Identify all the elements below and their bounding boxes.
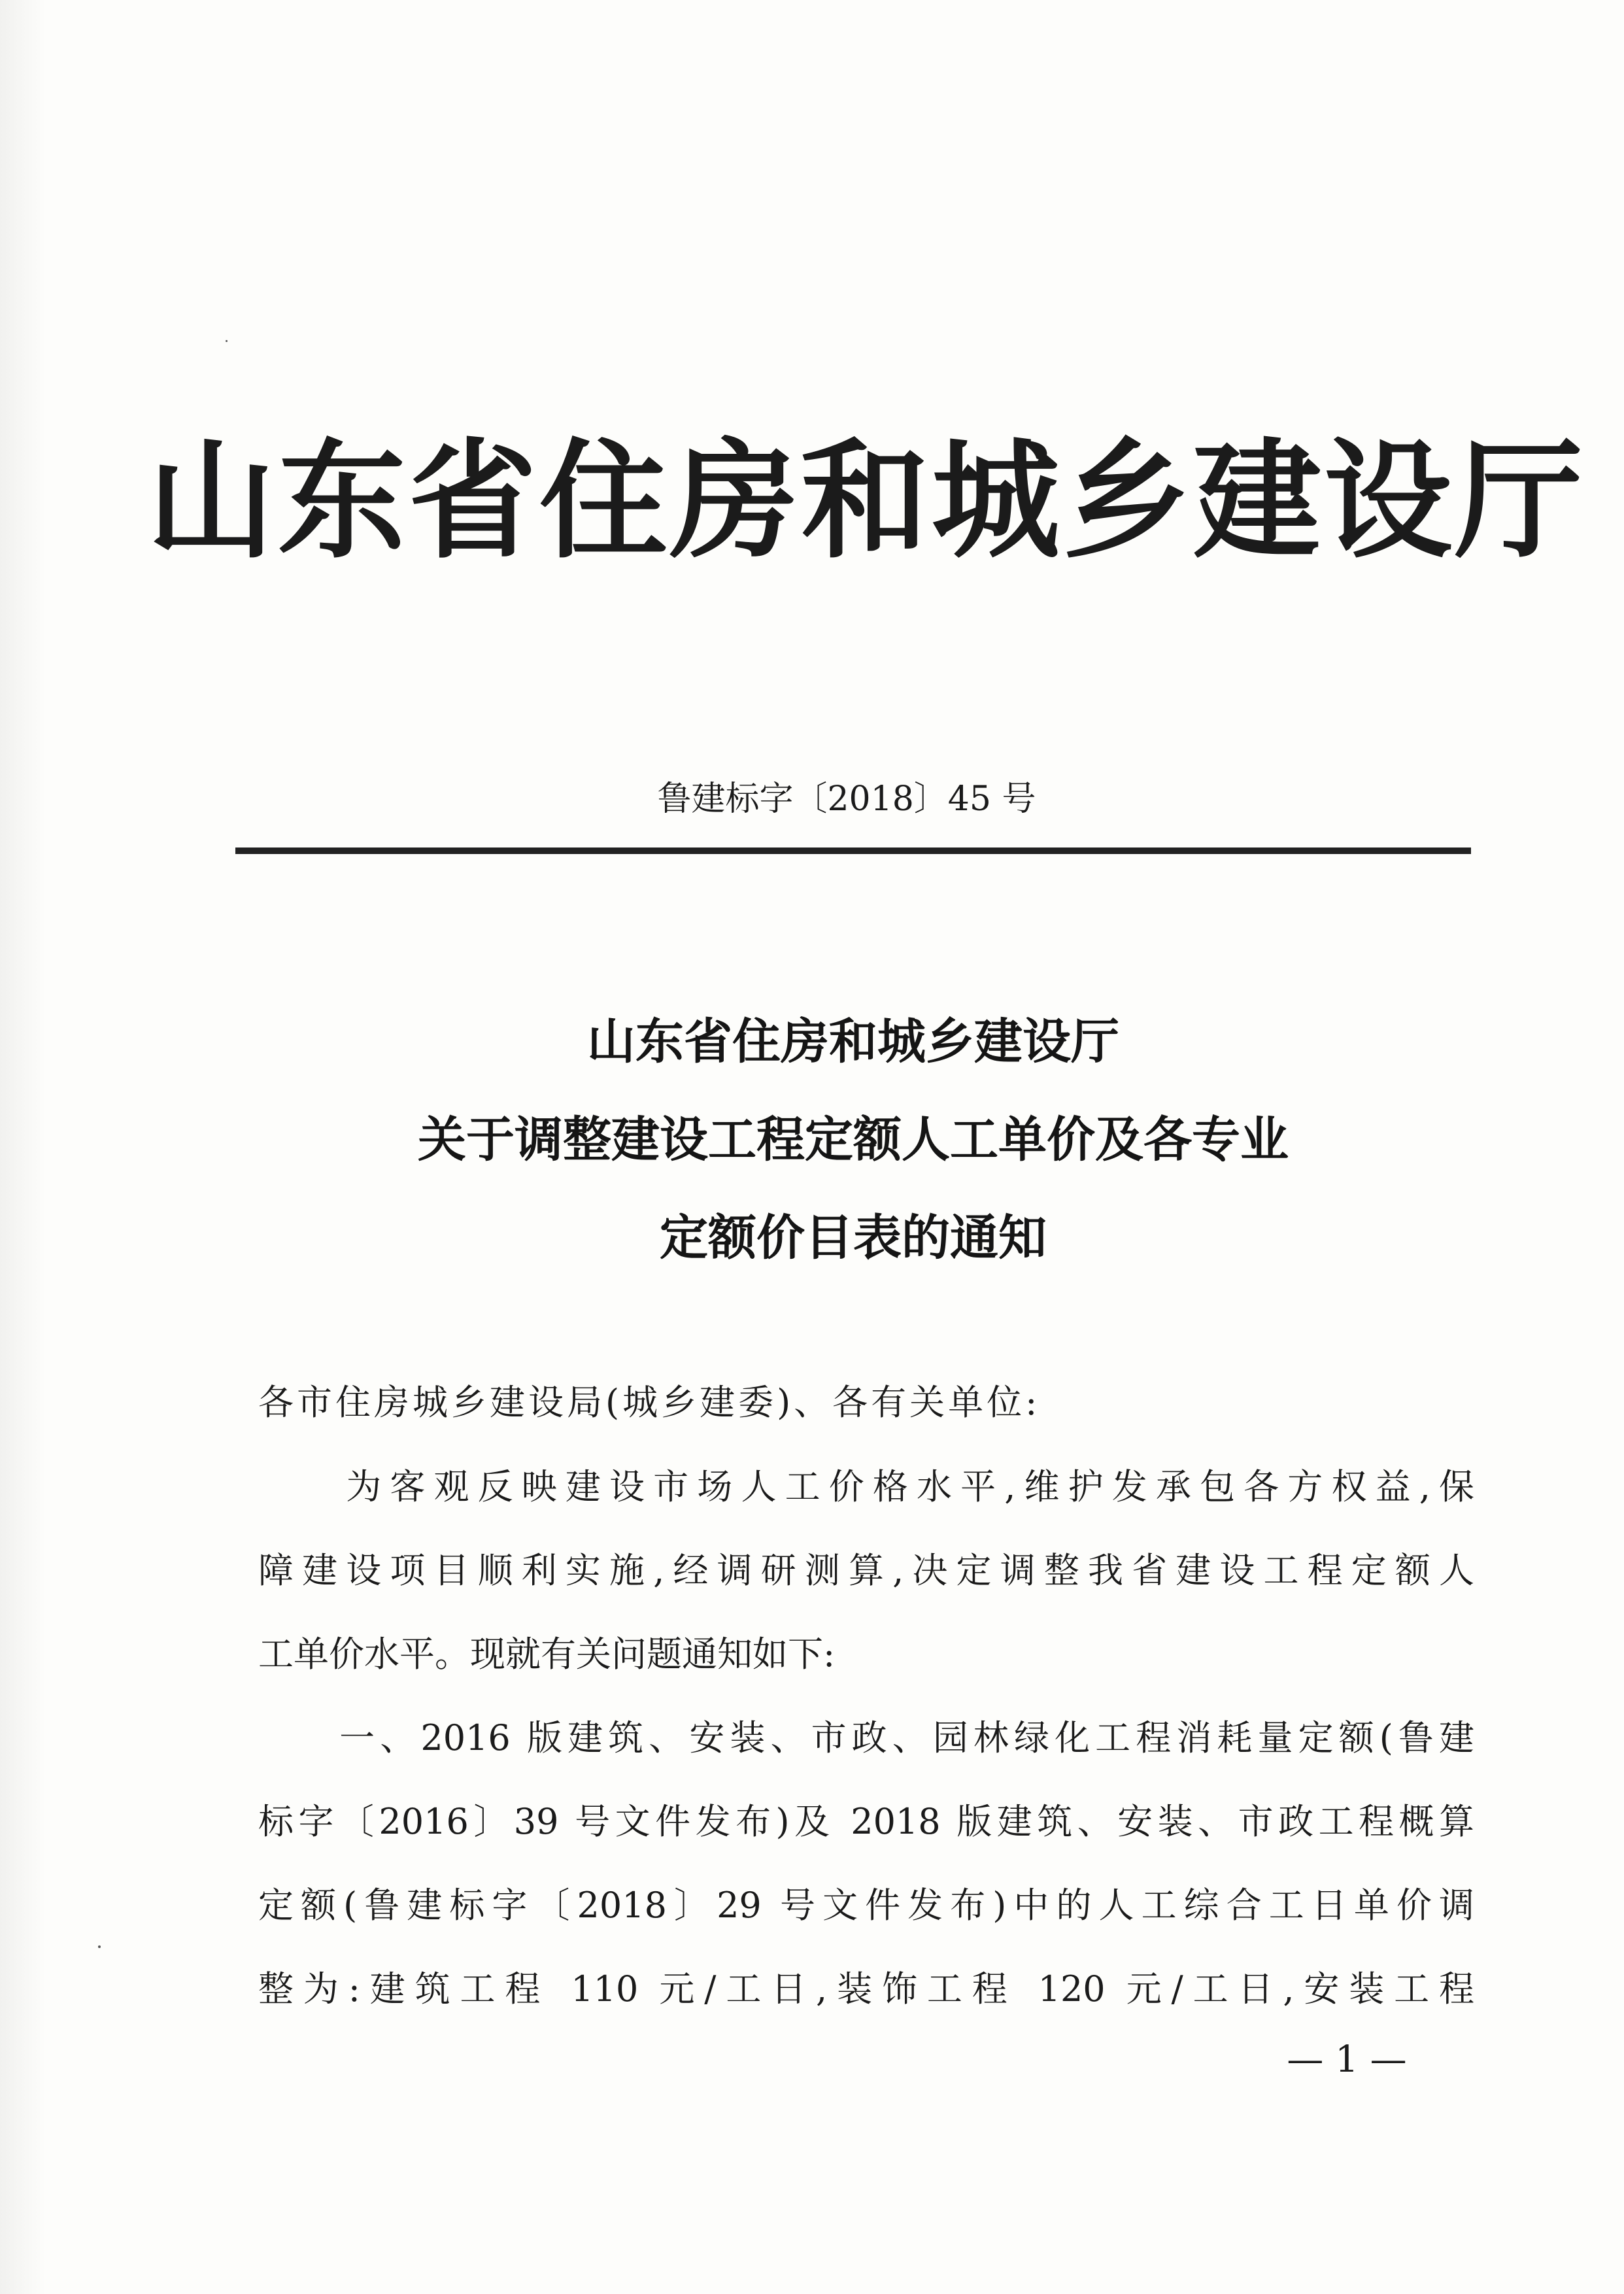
- addressee: 各市住房城乡建设局(城乡建委)、各有关单位:: [258, 1382, 1041, 1423]
- body-line: 工单价水平。现就有关问题通知如下:: [258, 1634, 836, 1675]
- body-line: 整为:建筑工程 110 元/工日,装饰工程 120 元/工日,安装工程: [258, 1968, 1474, 2010]
- body-line: 障建设项目顺利实施,经调研测算,决定调整我省建设工程定额人: [258, 1550, 1474, 1591]
- scan-speck: [226, 340, 228, 342]
- title-line-2: 关于调整建设工程定额人工单价及各专业: [418, 1112, 1289, 1168]
- body-line: 为客观反映建设市场人工价格水平,维护发承包各方权益,保: [258, 1466, 1474, 1507]
- body-line: 标字〔2016〕39 号文件发布)及 2018 版建筑、安装、市政工程概算: [258, 1801, 1474, 1842]
- scan-shadow: [0, 0, 46, 2294]
- agency-header: 山东省住房和城乡建设厅: [147, 427, 1586, 576]
- title-line-3: 定额价目表的通知: [660, 1210, 1047, 1266]
- body-line: 定额(鲁建标字〔2018〕29 号文件发布)中的人工综合工日单价调: [258, 1885, 1474, 1926]
- body-line: 一、2016 版建筑、安装、市政、园林绿化工程消耗量定额(鲁建: [258, 1717, 1474, 1758]
- scan-speck: [98, 1945, 101, 1948]
- document-number: 鲁建标字〔2018〕45 号: [657, 779, 1036, 819]
- header-rule: [235, 847, 1471, 854]
- page-number: — 1 —: [1287, 2038, 1407, 2081]
- title-line-1: 山东省住房和城乡建设厅: [587, 1014, 1119, 1070]
